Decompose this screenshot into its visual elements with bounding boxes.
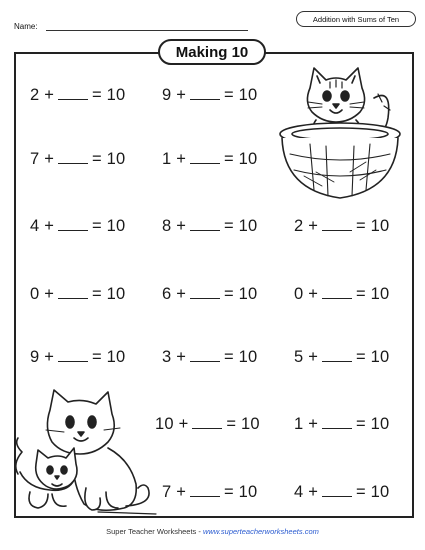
- problem: 9 + = 10: [162, 86, 258, 104]
- answer-blank[interactable]: [190, 87, 220, 100]
- problem: 5 + = 10: [294, 348, 390, 366]
- answer-blank[interactable]: [190, 349, 220, 362]
- answer-blank[interactable]: [58, 349, 88, 362]
- answer-blank[interactable]: [322, 416, 352, 429]
- answer-blank[interactable]: [58, 87, 88, 100]
- problem: 0 + = 10: [30, 285, 126, 303]
- answer-blank[interactable]: [58, 218, 88, 231]
- answer-blank[interactable]: [190, 151, 220, 164]
- answer-blank[interactable]: [190, 484, 220, 497]
- problem: 7 + = 10: [162, 483, 258, 501]
- problem: 2 + = 10: [294, 217, 390, 235]
- answer-blank[interactable]: [322, 349, 352, 362]
- problem: 1 + = 10: [162, 150, 258, 168]
- answer-blank[interactable]: [190, 286, 220, 299]
- cat-in-basket-illustration: [270, 58, 410, 208]
- answer-blank[interactable]: [322, 218, 352, 231]
- answer-blank[interactable]: [58, 151, 88, 164]
- name-label: Name:: [14, 22, 38, 31]
- answer-blank[interactable]: [58, 286, 88, 299]
- problem: 7 + = 10: [30, 150, 126, 168]
- footer-url-link[interactable]: www.superteacherworksheets.com: [202, 527, 319, 536]
- worksheet-title: Making 10: [158, 39, 266, 65]
- answer-blank[interactable]: [190, 218, 220, 231]
- problem: 2 + = 10: [30, 86, 126, 104]
- problem: 4 + = 10: [294, 483, 390, 501]
- problem: 6 + = 10: [162, 285, 258, 303]
- problem: 0 + = 10: [294, 285, 390, 303]
- problem: 1 + = 10: [294, 415, 390, 433]
- footer-brand: Super Teacher Worksheets: [106, 527, 197, 536]
- answer-blank[interactable]: [192, 416, 222, 429]
- topic-badge: Addition with Sums of Ten: [296, 11, 416, 27]
- footer: [0, 527, 425, 536]
- two-cats-illustration: [8, 388, 158, 520]
- problem: 10 + = 10: [155, 415, 260, 433]
- footer-separator: -: [196, 527, 203, 536]
- name-line[interactable]: [46, 30, 248, 31]
- problem: 9 + = 10: [30, 348, 126, 366]
- answer-blank[interactable]: [322, 286, 352, 299]
- problem: 4 + = 10: [30, 217, 126, 235]
- problem: 3 + = 10: [162, 348, 258, 366]
- answer-blank[interactable]: [322, 484, 352, 497]
- problem: 8 + = 10: [162, 217, 258, 235]
